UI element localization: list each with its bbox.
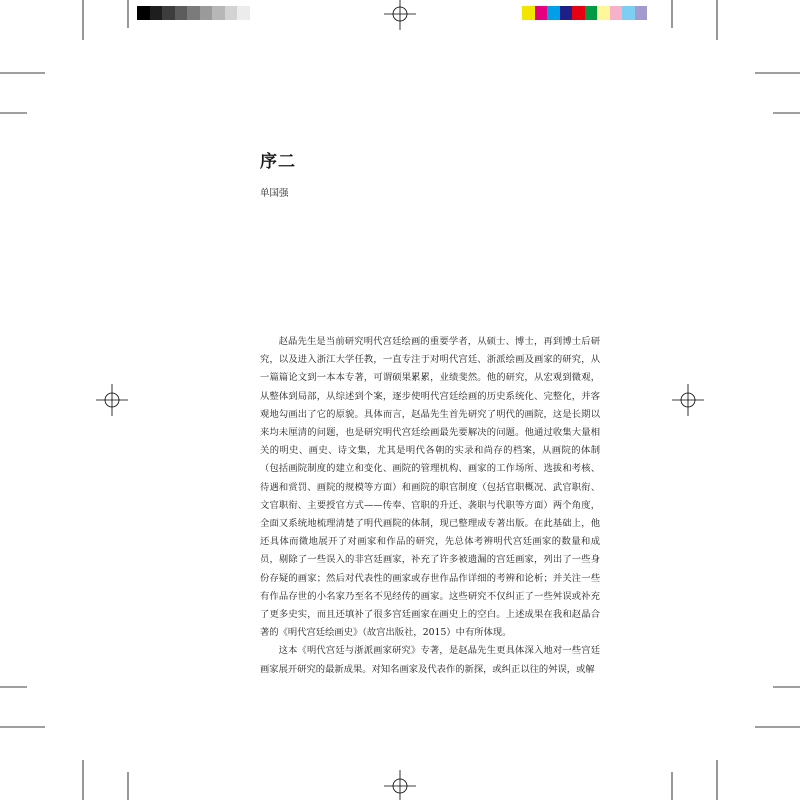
registration-mark-right: [672, 384, 704, 416]
page-title: 序二: [260, 152, 296, 172]
gray-swatch: [137, 6, 150, 20]
color-swatch: [585, 6, 598, 20]
registration-mark-top: [384, 0, 416, 30]
gray-swatch: [237, 6, 250, 20]
color-swatch: [535, 6, 548, 20]
paragraph: 这本《明代宫廷与浙派画家研究》专著，是赵晶先生更具体深入地对一些宫廷画家展开研究的最新成果。对知名画家及代表作的新探，或纠正以往的舛误，或解: [260, 645, 600, 675]
gray-swatch: [200, 6, 213, 20]
gray-swatch: [162, 6, 175, 20]
color-swatch: [522, 6, 535, 20]
color-calibration-strip: [522, 6, 647, 20]
crop-mark-bottom-left: [0, 687, 128, 800]
color-swatch: [610, 6, 623, 20]
paragraph: 赵晶先生是当前研究明代宫廷绘画的重要学者，从硕士、博士，再到博士后研究，以及进入浙江大学任教，一直专注于对明代宫廷、浙派绘画及画家的研究，从一篇篇论文到一本本专著，可谓硕果累累，业绩斐然。他的研究，从宏观到微观，从整体到局部，从综述到个案，逐步使明代宫廷绘画的历史系统化、完整化，并客观地勾画出了它的原貌。具体而言，赵晶先生首先研究了明代的画院，这是长期以来均未厘清的问题，也是研究明代宫廷绘画最先要解决的问题。他通过收集大量相关的明史、画史、诗文集，尤其是明代各朝的实录和尚存的档案，从画院的体制（包括画院制度的建立和变化、画院的管理机构、画家的工作场所、选拔和考核、待遇和赏罚、画院的规模等方面）和画院的职官制度（包括官职概况、武官职衔、文官职衔、主要授官方式——传奉、官职的升迁、袭职与代职等方面）两个角度，全面又系统地梳理清楚了明代画院的体制，现已整理成专著出版。在此基础上，他还具体而微地展开了对画家和作品的研究，先总体考辨明代宫廷画家的数量和成员，剔除了一些误入的非宫廷画家，补充了许多被遗漏的宫廷画家，列出了一些身份存疑的画家；然后对代表性的画家或存世作品作详细的考辨和论析；并关注一些有作品存世的小名家乃至名不见经传的画家。这些研究不仅纠正了一些舛误或补充了更多史实，而且还填补了很多宫廷画家在画史上的空白。上述成果在我和赵晶合著的《明代宫廷绘画史》（故宫出版社，2015）中有所体现。: [260, 336, 600, 639]
gray-swatch: [175, 6, 188, 20]
crop-mark-bottom-right: [672, 687, 800, 800]
crop-mark-top-right: [672, 0, 800, 113]
color-swatch: [635, 6, 648, 20]
registration-mark-bottom: [384, 770, 416, 800]
body-text: [260, 333, 600, 679]
registration-mark-left: [96, 384, 128, 416]
gray-swatch: [250, 6, 263, 20]
color-swatch: [560, 6, 573, 20]
grayscale-calibration-strip: [137, 6, 262, 20]
author-name: 单国强: [260, 188, 289, 199]
color-swatch: [572, 6, 585, 20]
crop-mark-top-left: [0, 0, 128, 113]
color-swatch: [547, 6, 560, 20]
color-swatch: [622, 6, 635, 20]
gray-swatch: [225, 6, 238, 20]
gray-swatch: [212, 6, 225, 20]
color-swatch: [597, 6, 610, 20]
gray-swatch: [187, 6, 200, 20]
gray-swatch: [150, 6, 163, 20]
